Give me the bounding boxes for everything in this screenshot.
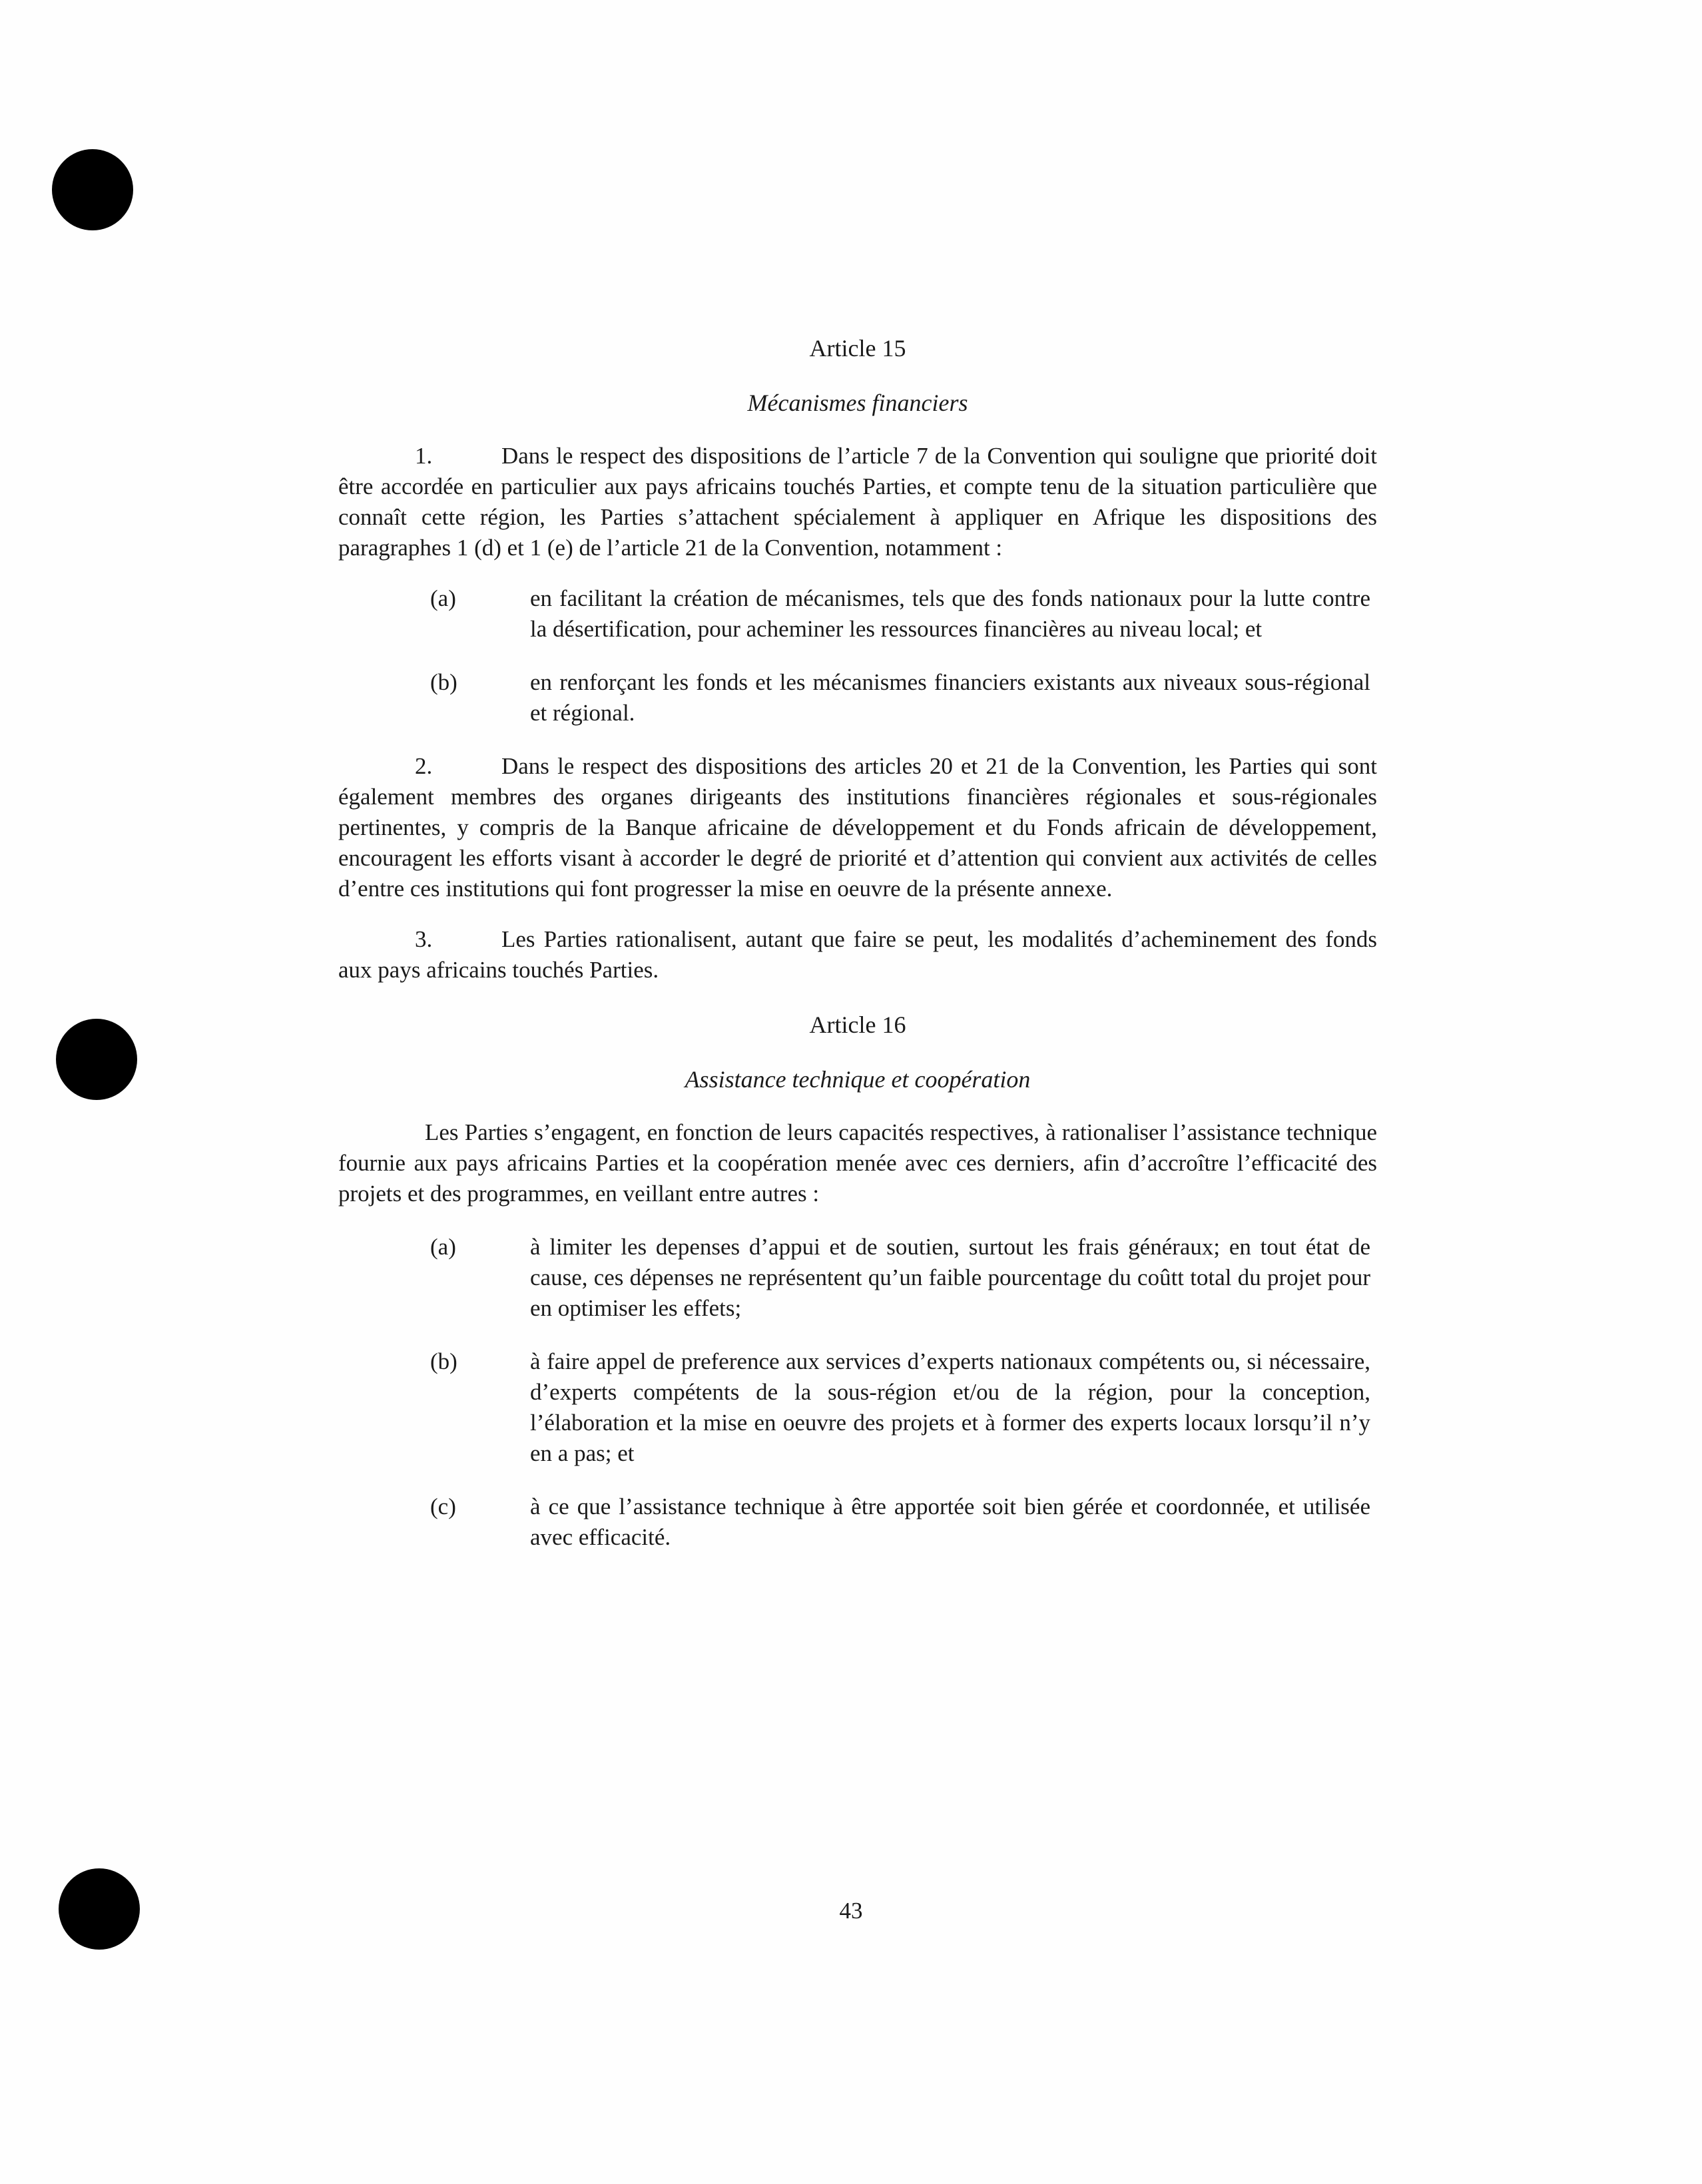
paragraph (338, 441, 1377, 563)
item-marker: (b) (430, 669, 457, 695)
item-text: à limiter les depenses d’appui et de soutien, surtout les frais généraux; en tout état de cause, ces dépenses ne représentent qu’un faible pourcentage du coûtt total du projet pour en optimiser les effets; (530, 1234, 1370, 1321)
article-title: Article 16 (809, 1011, 906, 1038)
punch-hole (52, 149, 133, 230)
paragraph-text: Les Parties s’engagent, en fonction de leurs capacités respectives, à rationaliser l’assistance technique fournie aux pays africains Parties et la coopération menée avec ces derniers, afin d’accroître l’efficacité des projets et des programmes, en veillant entre autres : (338, 1119, 1377, 1207)
article-subtitle: Mécanismes financiers (747, 390, 968, 416)
item-text: en facilitant la création de mécanismes, tels que des fonds nationaux pour la lutte contre la désertification, pour acheminer les ressources financières au niveau local; et (530, 585, 1370, 642)
item-list (338, 1232, 1377, 1553)
punch-hole (56, 1019, 137, 1100)
list-item (338, 1232, 1377, 1324)
paragraph-text: Dans le respect des dispositions des articles 20 et 21 de la Convention, les Parties qui sont également membres des organes dirigeants des institutions financières régionales et sous-régionales pertinentes, y compris de la Banque africaine de développement et du Fonds africain de développement, encouragent les efforts visant à accorder le degré de priorité et d’attention qui convient aux activités de celles d’entre ces institutions qui font progresser la mise en oeuvre de la présente annexe. (338, 753, 1377, 902)
document-body (338, 333, 1377, 1575)
item-marker: (b) (430, 1348, 457, 1374)
article-15 (338, 333, 1377, 985)
item-marker: (c) (430, 1494, 456, 1519)
item-text: à ce que l’assistance technique à être apportée soit bien gérée et coordonnée, et utilisée avec efficacité. (530, 1494, 1370, 1550)
list-item (338, 1492, 1377, 1553)
paragraph-text: Dans le respect des dispositions de l’article 7 de la Convention qui souligne que priorité doit être accordée en particulier aux pays africains touchés Parties, et compte tenu de la situation particulière que connaît cette région, les Parties s’attachent spécialement à appliquer en Afrique les dispositions des paragraphes 1 (d) et 1 (e) de l’article 21 de la Convention, notamment : (338, 443, 1377, 561)
paragraph (338, 751, 1377, 904)
list-item (338, 667, 1377, 728)
paragraph-number: 1. (415, 443, 433, 469)
paragraph (338, 924, 1377, 985)
page-number: 43 (839, 1898, 863, 1924)
item-text: en renforçant les fonds et les mécanismes financiers existants aux niveaux sous-régional et régional. (530, 669, 1370, 726)
item-text: à faire appel de preference aux services d’experts nationaux compétents ou, si nécessaire, d’experts compétents de la sous-région et/ou de la région, pour la conception, l’élaboration et la mise en oeuvre des projets et à former des experts locaux lorsqu’il n’y en a pas; et (530, 1348, 1370, 1466)
article-title: Article 15 (809, 335, 906, 362)
article-subtitle: Assistance technique et coopération (685, 1066, 1031, 1093)
item-list (338, 583, 1377, 728)
list-item (338, 1346, 1377, 1469)
article-16 (338, 1009, 1377, 1553)
list-item (338, 583, 1377, 645)
paragraph-text: Les Parties rationalisent, autant que faire se peut, les modalités d’acheminement des fonds aux pays africains touchés Parties. (338, 926, 1377, 983)
item-marker: (a) (430, 585, 456, 611)
paragraph-number: 2. (415, 753, 433, 779)
item-marker: (a) (430, 1234, 456, 1260)
paragraph-number: 3. (415, 926, 433, 952)
